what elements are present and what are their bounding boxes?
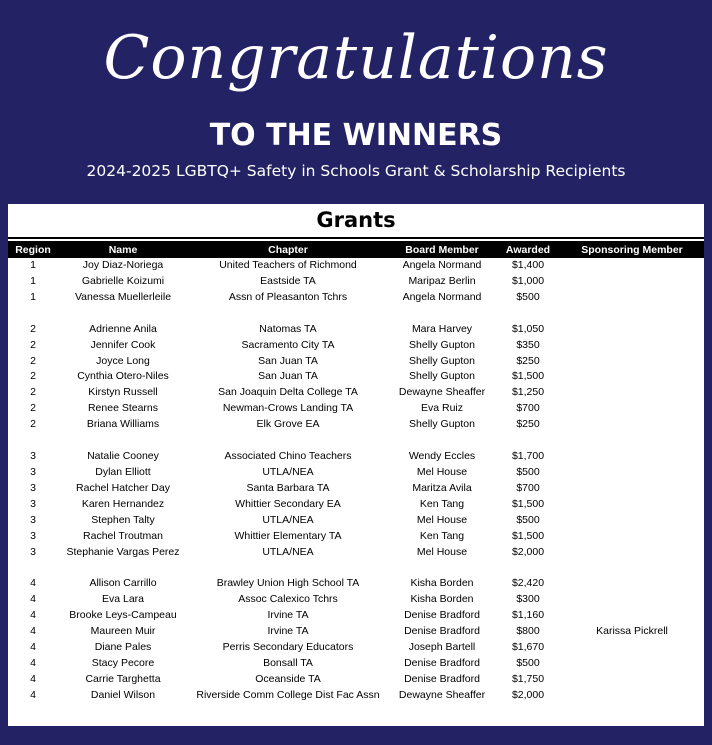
chapter-cell: UTLA/NEA (262, 545, 314, 558)
board-member-cell: Maripaz Berlin (408, 274, 476, 287)
table-row (8, 290, 704, 306)
sponsoring-member-cell (560, 417, 704, 433)
name-cell: Cynthia Otero-Niles (77, 370, 169, 383)
region-cell: 3 (30, 513, 36, 526)
region-cell: 2 (30, 386, 36, 399)
chapter-cell: Eastside TA (260, 274, 316, 287)
name-cell: Brooke Leys-Campeau (69, 609, 177, 622)
column-header-board-member: Board Member (388, 241, 496, 258)
sponsoring-member-cell (560, 640, 704, 656)
awarded-cell: $350 (516, 338, 540, 351)
name-cell: Renee Stearns (87, 402, 159, 415)
awarded-cell: $2,420 (511, 577, 545, 590)
sponsoring-member-cell (560, 338, 704, 354)
chapter-cell: Riverside Comm College Dist Fac Assn (196, 688, 380, 701)
chapter-cell: Whittier Secondary EA (235, 497, 341, 510)
table-row (8, 497, 704, 513)
chapter-cell: Assoc Calexico Tchrs (238, 593, 338, 606)
column-header-sponsoring-member: Sponsoring Member (560, 241, 704, 258)
table-row (8, 274, 704, 290)
region-cell: 3 (30, 497, 36, 510)
board-member-cell: Denise Bradford (404, 672, 480, 685)
name-cell: Joy Diaz-Noriega (82, 259, 164, 271)
sponsoring-member-cell (560, 354, 704, 370)
awarded-cell: $1,700 (511, 450, 545, 463)
chapter-cell: Elk Grove EA (256, 418, 320, 431)
table-row (8, 513, 704, 529)
region-cell: 2 (30, 338, 36, 351)
sponsoring-member-cell (560, 608, 704, 624)
name-cell: Vanessa Muellerleile (74, 290, 172, 303)
board-member-cell: Mara Harvey (411, 322, 473, 335)
awarded-cell: $500 (516, 656, 540, 669)
board-member-cell: Mel House (416, 465, 468, 478)
table-row (8, 608, 704, 624)
sponsoring-member-cell (560, 385, 704, 401)
region-cell: 4 (30, 609, 36, 622)
region-cell: 2 (30, 418, 36, 431)
board-member-cell: Angela Normand (402, 259, 482, 271)
name-cell: Stephanie Vargas Perez (66, 545, 180, 558)
name-cell: Briana Williams (86, 418, 160, 431)
name-cell: Eva Lara (101, 593, 145, 606)
name-cell: Carrie Targhetta (85, 672, 161, 685)
table-row (8, 640, 704, 656)
chapter-cell: Bonsall TA (263, 656, 313, 669)
chapter-cell: Newman-Crows Landing TA (222, 402, 354, 415)
board-member-cell: Eva Ruiz (420, 402, 463, 415)
sponsoring-member-cell (560, 401, 704, 417)
awarded-cell: $800 (516, 625, 540, 638)
table-row (8, 401, 704, 417)
region-cell: 4 (30, 593, 36, 606)
spacer-cell (8, 560, 704, 576)
name-cell: Dylan Elliott (95, 465, 151, 478)
region-cell: 2 (30, 370, 36, 383)
awarded-cell: $1,750 (511, 672, 545, 685)
board-member-cell: Mel House (416, 513, 468, 526)
sponsoring-member-cell (560, 369, 704, 385)
column-header-chapter: Chapter (188, 241, 388, 258)
sponsoring-member-cell (560, 481, 704, 497)
region-cell: 3 (30, 545, 36, 558)
name-cell: Jennifer Cook (90, 338, 156, 351)
name-cell: Maureen Muir (90, 625, 156, 638)
table-row (8, 529, 704, 545)
board-member-cell: Denise Bradford (404, 625, 480, 638)
chapter-cell: Santa Barbara TA (246, 481, 330, 494)
awarded-cell: $2,000 (511, 545, 545, 558)
grants-title: Grants (316, 208, 396, 232)
sponsoring-member-cell (560, 688, 704, 704)
table-row (8, 465, 704, 481)
header-banner (0, 0, 712, 204)
awarded-cell: $1,670 (511, 641, 545, 654)
region-cell: 3 (30, 529, 36, 542)
awarded-cell: $500 (516, 513, 540, 526)
board-member-cell: Dewayne Sheaffer (398, 688, 486, 701)
group-spacer (8, 560, 704, 576)
chapter-cell: Associated Chino Teachers (224, 450, 352, 463)
sponsoring-member-cell (560, 290, 704, 306)
board-member-cell: Kisha Borden (410, 577, 474, 590)
grants-card (8, 204, 704, 726)
board-member-cell: Shelly Gupton (409, 370, 475, 383)
chapter-cell: San Juan TA (258, 354, 318, 367)
sponsoring-member-cell (560, 274, 704, 290)
chapter-cell: Sacramento City TA (241, 338, 335, 351)
sponsoring-member-cell: Karissa Pickrell (596, 625, 668, 638)
board-member-cell: Denise Bradford (404, 656, 480, 669)
region-cell: 1 (30, 274, 36, 287)
name-cell: Adrienne Anila (89, 322, 157, 335)
chapter-cell: Brawley Union High School TA (216, 577, 360, 590)
table-row (8, 672, 704, 688)
awarded-cell: $500 (516, 290, 540, 303)
table-row (8, 354, 704, 370)
sponsoring-member-cell (560, 592, 704, 608)
sponsoring-member-cell (560, 258, 704, 274)
table-row (8, 417, 704, 433)
awarded-cell: $1,500 (511, 370, 545, 383)
sponsoring-member-cell (560, 322, 704, 338)
sponsoring-member-cell (560, 545, 704, 561)
board-member-cell: Ken Tang (419, 497, 465, 510)
table-row (8, 576, 704, 592)
sponsoring-member-cell (560, 576, 704, 592)
awarded-cell: $1,500 (511, 497, 545, 510)
chapter-cell: United Teachers of Richmond (219, 259, 357, 271)
grants-table-body (8, 258, 704, 704)
board-member-cell: Shelly Gupton (409, 338, 475, 351)
chapter-cell: San Joaquin Delta College TA (218, 386, 358, 399)
awarded-cell: $2,000 (511, 688, 545, 701)
chapter-cell: Perris Secondary Educators (222, 641, 354, 654)
table-row (8, 481, 704, 497)
region-cell: 3 (30, 465, 36, 478)
awarded-cell: $1,000 (511, 274, 545, 287)
name-cell: Allison Carrillo (89, 577, 157, 590)
region-cell: 2 (30, 354, 36, 367)
region-cell: 4 (30, 688, 36, 701)
sponsoring-member-cell (560, 529, 704, 545)
table-row (8, 656, 704, 672)
group-spacer (8, 433, 704, 449)
region-cell: 2 (30, 402, 36, 415)
region-cell: 2 (30, 322, 36, 335)
name-cell: Joyce Long (96, 354, 150, 367)
region-cell: 4 (30, 577, 36, 590)
chapter-cell: Irvine TA (267, 609, 309, 622)
sponsoring-member-cell (560, 672, 704, 688)
chapter-cell: UTLA/NEA (262, 513, 314, 526)
name-cell: Diane Pales (94, 641, 152, 654)
table-header-row (8, 241, 704, 258)
table-row (8, 385, 704, 401)
name-cell: Daniel Wilson (90, 688, 156, 701)
name-cell: Rachel Hatcher Day (76, 481, 170, 494)
name-cell: Natalie Cooney (87, 450, 159, 463)
board-member-cell: Dewayne Sheaffer (398, 386, 486, 399)
board-member-cell: Kisha Borden (410, 593, 474, 606)
region-cell: 3 (30, 450, 36, 463)
region-cell: 1 (30, 290, 36, 303)
board-member-cell: Joseph Bartell (408, 641, 476, 654)
sponsoring-member-cell (560, 449, 704, 465)
table-row (8, 592, 704, 608)
name-cell: Gabrielle Koizumi (81, 274, 165, 287)
chapter-cell: San Juan TA (258, 370, 318, 383)
spacer-cell (8, 306, 704, 322)
awarded-cell: $500 (516, 465, 540, 478)
region-cell: 3 (30, 481, 36, 494)
board-member-cell: Denise Bradford (404, 609, 480, 622)
region-cell: 1 (30, 259, 36, 271)
column-header-name: Name (58, 241, 188, 258)
table-row (8, 688, 704, 704)
recipients-subtitle: 2024-2025 LGBTQ+ Safety in Schools Grant & Scholarship Recipients (86, 162, 626, 180)
sponsoring-member-cell (560, 513, 704, 529)
table-row (8, 449, 704, 465)
group-spacer (8, 306, 704, 322)
awarded-cell: $700 (516, 402, 540, 415)
table-row (8, 258, 704, 274)
region-cell: 4 (30, 641, 36, 654)
board-member-cell: Maritza Avila (412, 481, 472, 494)
column-header-region: Region (8, 241, 58, 258)
sponsoring-member-cell (560, 465, 704, 481)
awarded-cell: $1,250 (511, 386, 545, 399)
table-row (8, 624, 704, 640)
awarded-cell: $700 (516, 481, 540, 494)
awarded-cell: $1,400 (511, 259, 545, 271)
table-row (8, 322, 704, 338)
name-cell: Stephen Talty (91, 513, 155, 526)
chapter-cell: Natomas TA (259, 322, 317, 335)
chapter-cell: Whittier Elementary TA (234, 529, 342, 542)
name-cell: Rachel Troutman (83, 529, 163, 542)
region-cell: 4 (30, 656, 36, 669)
chapter-cell: Assn of Pleasanton Tchrs (228, 290, 348, 303)
chapter-cell: Oceanside TA (255, 672, 321, 685)
awarded-cell: $250 (516, 418, 540, 431)
board-member-cell: Shelly Gupton (409, 418, 475, 431)
winners-heading: TO THE WINNERS (209, 118, 503, 153)
awarded-cell: $1,160 (511, 609, 545, 622)
table-row (8, 338, 704, 354)
board-member-cell: Wendy Eccles (408, 450, 476, 463)
awarded-cell: $1,500 (511, 529, 545, 542)
awarded-cell: $300 (516, 593, 540, 606)
chapter-cell: UTLA/NEA (262, 465, 314, 478)
chapter-cell: Irvine TA (267, 625, 309, 638)
name-cell: Stacy Pecore (91, 656, 155, 669)
region-cell: 4 (30, 672, 36, 685)
sponsoring-member-cell (560, 497, 704, 513)
name-cell: Karen Hernandez (81, 497, 165, 510)
name-cell: Kirstyn Russell (88, 386, 158, 399)
region-cell: 4 (30, 625, 36, 638)
title-divider (8, 237, 704, 239)
table-row (8, 369, 704, 385)
awarded-cell: $250 (516, 354, 540, 367)
board-member-cell: Shelly Gupton (409, 354, 475, 367)
board-member-cell: Mel House (416, 545, 468, 558)
sponsoring-member-cell (560, 656, 704, 672)
congratulations-title: Congratulations (103, 23, 609, 93)
spacer-cell (8, 433, 704, 449)
awarded-cell: $1,050 (511, 322, 545, 335)
board-member-cell: Ken Tang (419, 529, 465, 542)
board-member-cell: Angela Normand (402, 290, 482, 303)
grants-table (8, 241, 704, 704)
table-row (8, 545, 704, 561)
column-header-awarded: Awarded (496, 241, 560, 258)
